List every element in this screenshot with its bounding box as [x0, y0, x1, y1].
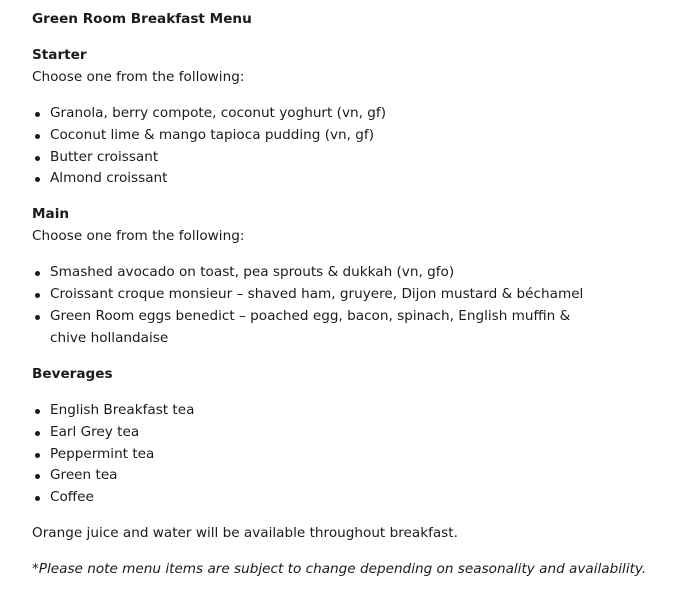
menu-title: Green Room Breakfast Menu [32, 11, 252, 27]
list-item: Butter croissant [50, 147, 605, 169]
beverages-list [32, 400, 695, 510]
list-item: Coffee [50, 487, 605, 509]
starter-heading: Starter [32, 46, 87, 63]
list-item: Smashed avocado on toast, pea sprouts & dukkah (vn, gfo) [50, 262, 605, 284]
beverages-heading: Beverages [32, 365, 113, 382]
list-item: Granola, berry compote, coconut yoghurt (vn, gf) [50, 103, 605, 125]
list-item: Green Room eggs benedict – poached egg, bacon, spinach, English muffin & chive hollandaise [50, 306, 605, 350]
list-item: Almond croissant [50, 168, 605, 190]
disclaimer-note: *Please note menu items are subject to change depending on seasonality and availability. [32, 561, 647, 578]
list-item: Green tea [50, 465, 605, 487]
list-item: Earl Grey tea [50, 422, 605, 444]
main-heading: Main [32, 206, 70, 223]
list-item: Coconut lime & mango tapioca pudding (vn, gf) [50, 125, 605, 147]
starter-intro: Choose one from the following: [32, 68, 245, 85]
list-item: Croissant croque monsieur – shaved ham, gruyere, Dijon mustard & béchamel [50, 284, 605, 306]
list-item: English Breakfast tea [50, 400, 605, 422]
main-list [32, 262, 695, 350]
list-item: Peppermint tea [50, 444, 605, 466]
main-intro: Choose one from the following: [32, 228, 245, 245]
starter-list [32, 103, 695, 191]
availability-note: Orange juice and water will be available throughout breakfast. [32, 525, 458, 542]
